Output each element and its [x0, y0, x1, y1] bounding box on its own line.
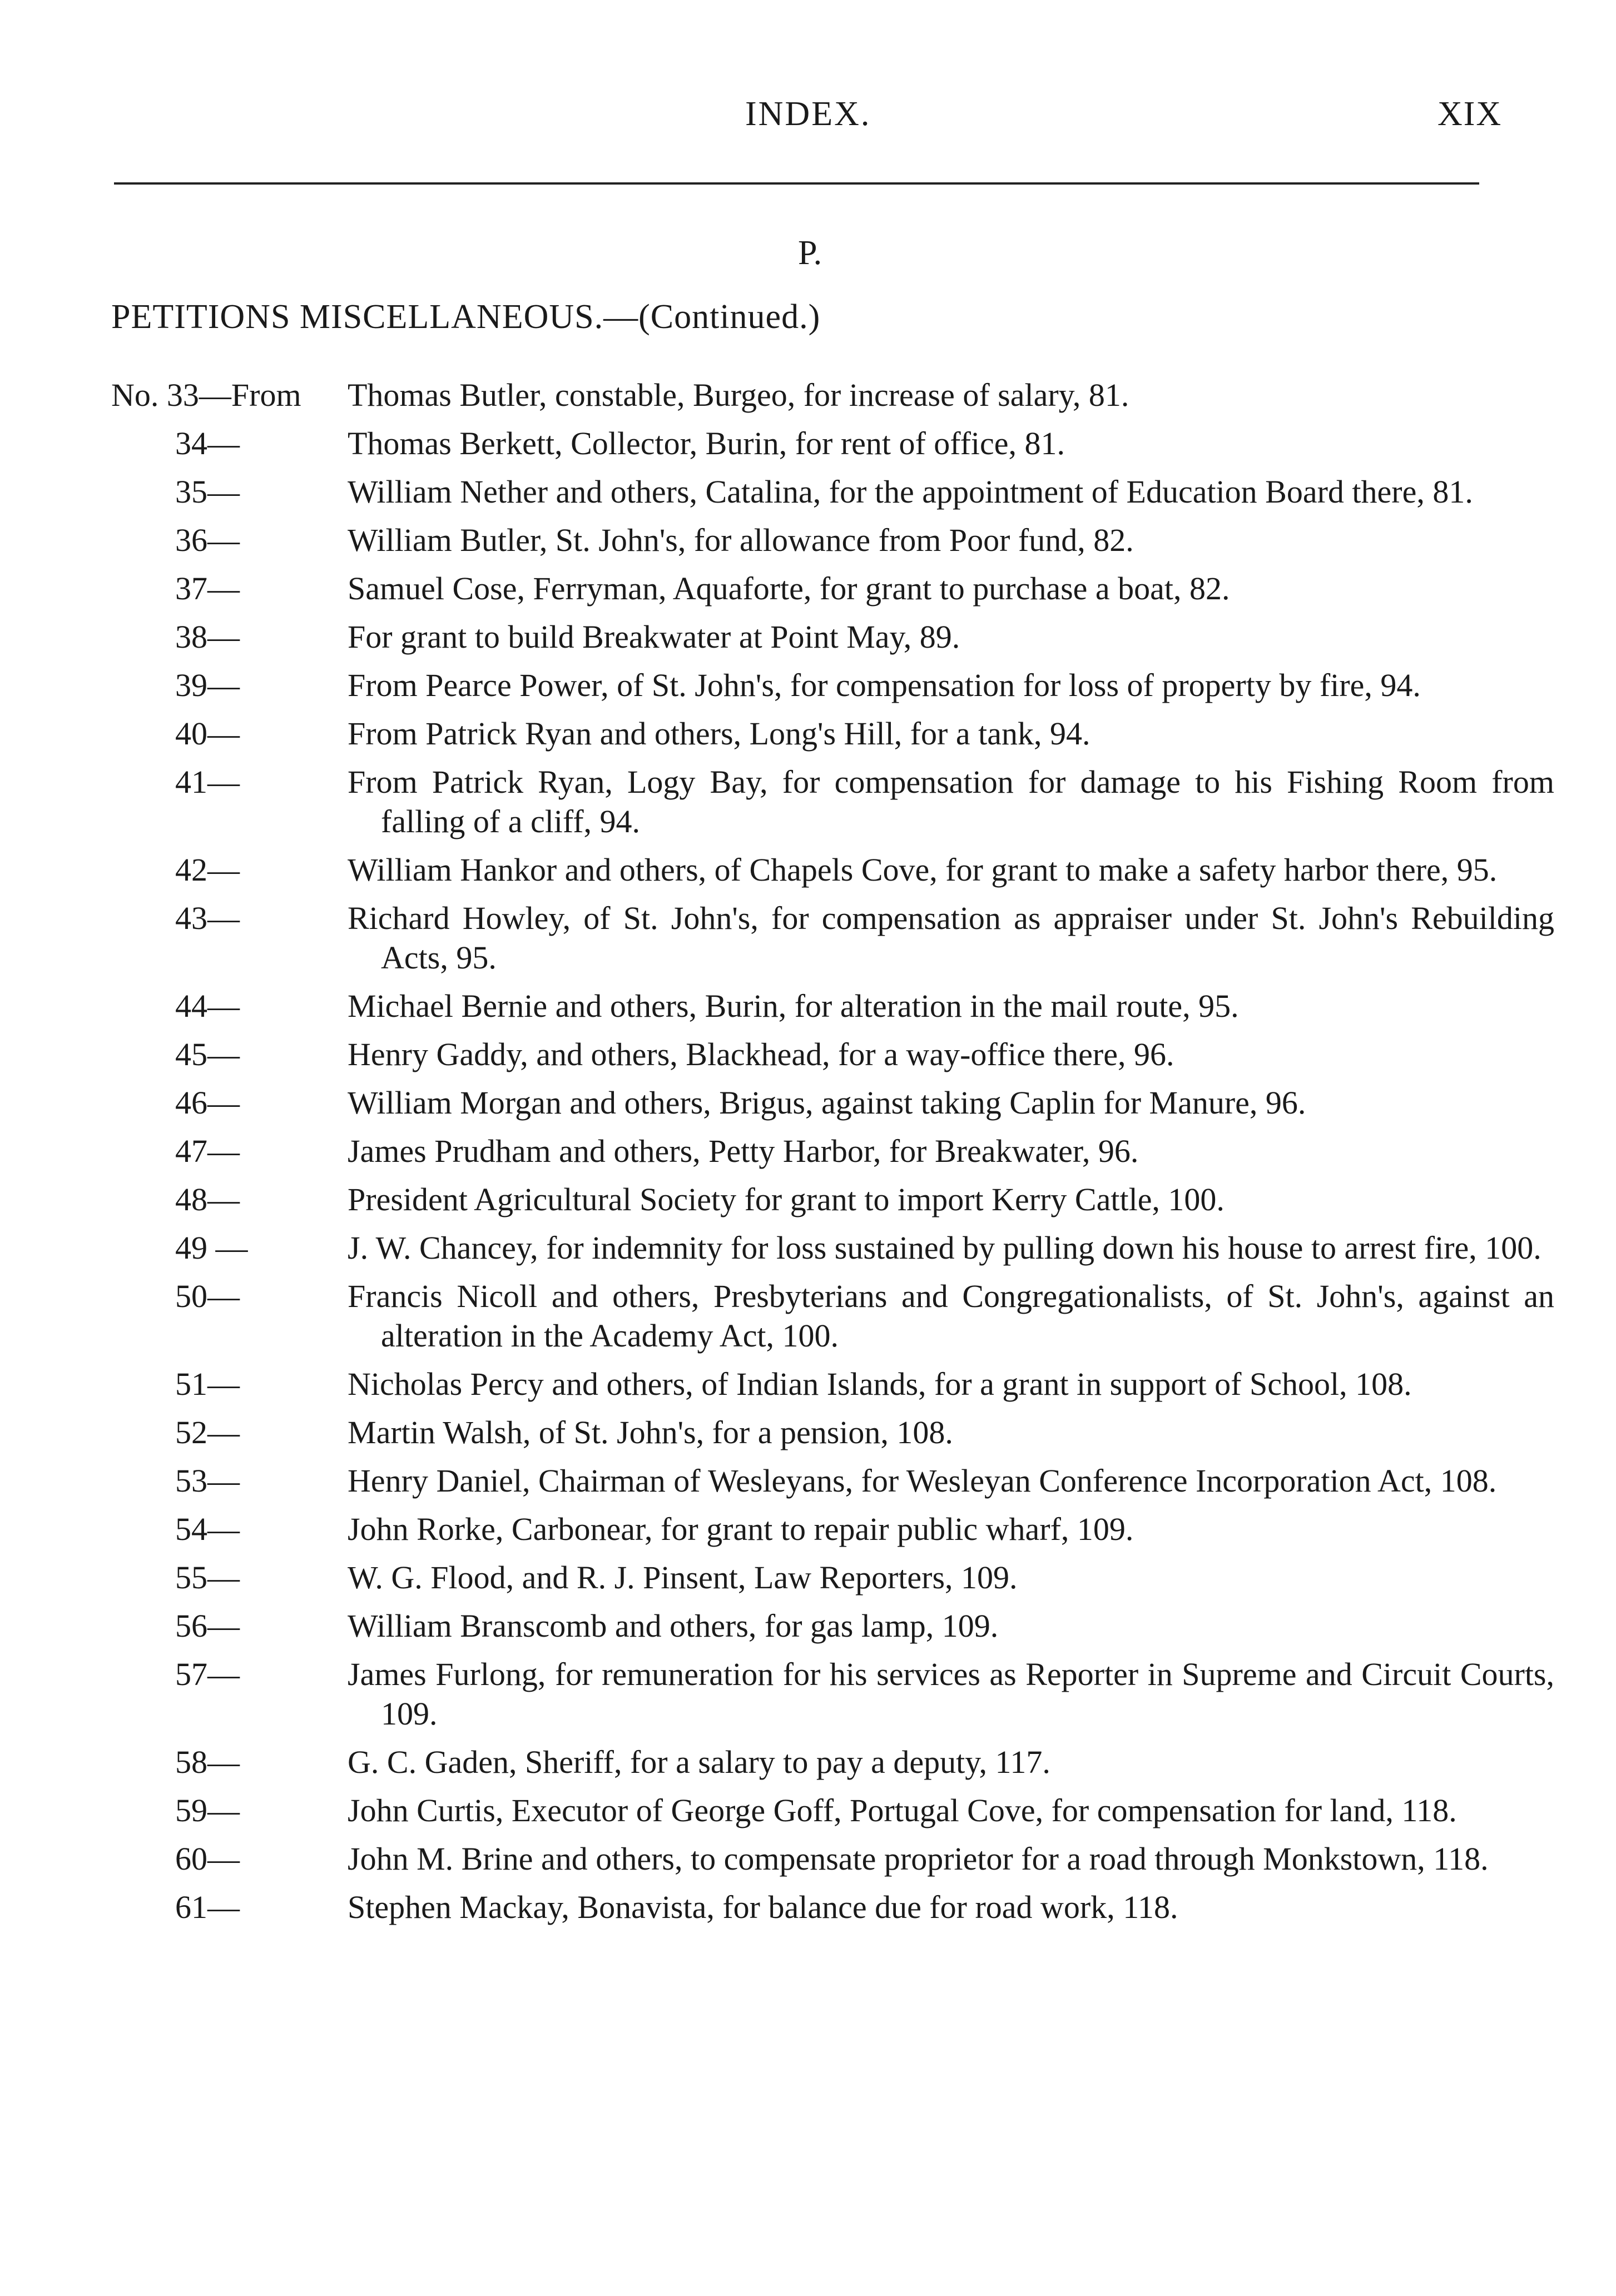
index-entry	[0, 1839, 1616, 1878]
section-letter: P.	[798, 234, 822, 272]
entry-number: 39—	[175, 667, 240, 703]
entry-number: 60—	[175, 1841, 240, 1877]
entry-text: Henry Gaddy, and others, Blackhead, for a way-office there, 96.	[348, 1036, 1174, 1072]
page-number: XIX	[1437, 95, 1503, 133]
entry-number: No. 33—From	[111, 377, 301, 413]
index-entry	[0, 424, 1616, 463]
entry-text: From Patrick Ryan and others, Long's Hill, for a tank, 94.	[348, 715, 1090, 752]
entry-text: Thomas Berkett, Collector, Burin, for rent of office, 81.	[348, 425, 1065, 461]
index-entry	[0, 1276, 1616, 1355]
entry-number: 46—	[175, 1085, 240, 1121]
entry-text: John Rorke, Carbonear, for grant to repair public wharf, 109.	[348, 1511, 1134, 1547]
index-entry	[0, 665, 1616, 705]
entry-number: 48—	[175, 1181, 240, 1217]
index-entry	[0, 1558, 1616, 1597]
entry-text: James Furlong, for remuneration for his services as Reporter in Supreme and Circuit Courts, 109.	[348, 1656, 1554, 1732]
entry-number: 34—	[175, 425, 240, 461]
entry-text: Stephen Mackay, Bonavista, for balance due for road work, 118.	[348, 1889, 1178, 1925]
index-entry	[0, 1413, 1616, 1452]
index-entry	[0, 1509, 1616, 1549]
index-entry	[0, 1364, 1616, 1404]
index-entry	[0, 617, 1616, 657]
entry-text: Nicholas Percy and others, of Indian Islands, for a grant in support of School, 108.	[348, 1366, 1412, 1402]
index-entry	[0, 520, 1616, 560]
entry-text: William Morgan and others, Brigus, against taking Caplin for Manure, 96.	[348, 1085, 1306, 1121]
index-entry	[0, 1131, 1616, 1171]
entry-number: 45—	[175, 1036, 240, 1072]
index-entry	[0, 1791, 1616, 1830]
index-entry	[0, 1180, 1616, 1219]
entry-text: Thomas Butler, constable, Burgeo, for increase of salary, 81.	[348, 377, 1129, 413]
entry-number: 51—	[175, 1366, 240, 1402]
entry-text: William Nether and others, Catalina, for the appointment of Education Board there, 81.	[348, 474, 1473, 510]
section-heading: PETITIONS MISCELLANEOUS.—(Continued.)	[111, 298, 821, 336]
running-head	[0, 95, 1616, 139]
entry-text: James Prudham and others, Petty Harbor, for Breakwater, 96.	[348, 1133, 1139, 1169]
running-title: INDEX.	[745, 95, 871, 133]
entry-text: Francis Nicoll and others, Presbyterians and Congregationalists, of St. John's, against an alteration in the Academy Act, 100.	[348, 1278, 1554, 1354]
index-entry	[0, 472, 1616, 511]
entry-number: 35—	[175, 474, 240, 510]
entry-text: William Hankor and others, of Chapels Cove, for grant to make a safety harbor there, 95.	[348, 852, 1498, 888]
entry-text: Henry Daniel, Chairman of Wesleyans, for Wesleyan Conference Incorporation Act, 108.	[348, 1463, 1497, 1499]
index-entry	[0, 569, 1616, 608]
entry-text: William Branscomb and others, for gas lamp, 109.	[348, 1608, 999, 1644]
entry-number: 44—	[175, 988, 240, 1024]
entry-text: William Butler, St. John's, for allowance from Poor fund, 82.	[348, 522, 1134, 558]
entry-text: Martin Walsh, of St. John's, for a pension, 108.	[348, 1414, 953, 1450]
entry-number: 55—	[175, 1559, 240, 1596]
entry-text: President Agricultural Society for grant to import Kerry Cattle, 100.	[348, 1181, 1225, 1217]
entry-number: 36—	[175, 522, 240, 558]
index-entry	[0, 1654, 1616, 1733]
entry-number: 43—	[175, 900, 240, 936]
index-entry	[0, 1035, 1616, 1074]
entry-text: Samuel Cose, Ferryman, Aquaforte, for grant to purchase a boat, 82.	[348, 570, 1230, 607]
entry-number: 54—	[175, 1511, 240, 1547]
entry-text: W. G. Flood, and R. J. Pinsent, Law Reporters, 109.	[348, 1559, 1018, 1596]
entry-number: 56—	[175, 1608, 240, 1644]
entry-number: 47—	[175, 1133, 240, 1169]
entry-number: 37—	[175, 570, 240, 607]
entry-text: For grant to build Breakwater at Point May, 89.	[348, 619, 960, 655]
entry-number: 40—	[175, 715, 240, 752]
index-entries	[0, 375, 1616, 1936]
entry-text: From Pearce Power, of St. John's, for compensation for loss of property by fire, 94.	[348, 667, 1421, 703]
index-entry	[0, 850, 1616, 889]
entry-number: 38—	[175, 619, 240, 655]
entry-text: J. W. Chancey, for indemnity for loss sustained by pulling down his house to arrest fire, 100.	[348, 1230, 1541, 1266]
index-entry	[0, 1742, 1616, 1782]
entry-text: G. C. Gaden, Sheriff, for a salary to pay a deputy, 117.	[348, 1744, 1050, 1780]
entry-number: 50—	[175, 1278, 240, 1314]
entry-number: 49 —	[175, 1230, 248, 1266]
header-rule	[114, 182, 1479, 185]
index-entry	[0, 714, 1616, 753]
index-entry	[0, 986, 1616, 1026]
entry-text: Michael Bernie and others, Burin, for alteration in the mail route, 95.	[348, 988, 1239, 1024]
entry-number: 58—	[175, 1744, 240, 1780]
entry-text: John Curtis, Executor of George Goff, Portugal Cove, for compensation for land, 118.	[348, 1792, 1457, 1828]
index-entry	[0, 375, 1616, 415]
entry-number: 42—	[175, 852, 240, 888]
entry-number: 52—	[175, 1414, 240, 1450]
entry-number: 41—	[175, 764, 240, 800]
index-entry	[0, 1083, 1616, 1122]
index-entry	[0, 1228, 1616, 1268]
entry-text: John M. Brine and others, to compensate proprietor for a road through Monkstown, 118.	[348, 1841, 1489, 1877]
entry-number: 61—	[175, 1889, 240, 1925]
entry-text: Richard Howley, of St. John's, for compensation as appraiser under St. John's Rebuilding Acts, 95.	[348, 900, 1554, 976]
index-entry	[0, 1887, 1616, 1927]
index-entry	[0, 762, 1616, 841]
entry-number: 57—	[175, 1656, 240, 1692]
index-entry	[0, 1606, 1616, 1646]
entry-text: From Patrick Ryan, Logy Bay, for compensation for damage to his Fishing Room from falling of a cliff, 94.	[348, 764, 1554, 839]
entry-number: 53—	[175, 1463, 240, 1499]
index-entry	[0, 898, 1616, 977]
entry-number: 59—	[175, 1792, 240, 1828]
index-entry	[0, 1461, 1616, 1500]
